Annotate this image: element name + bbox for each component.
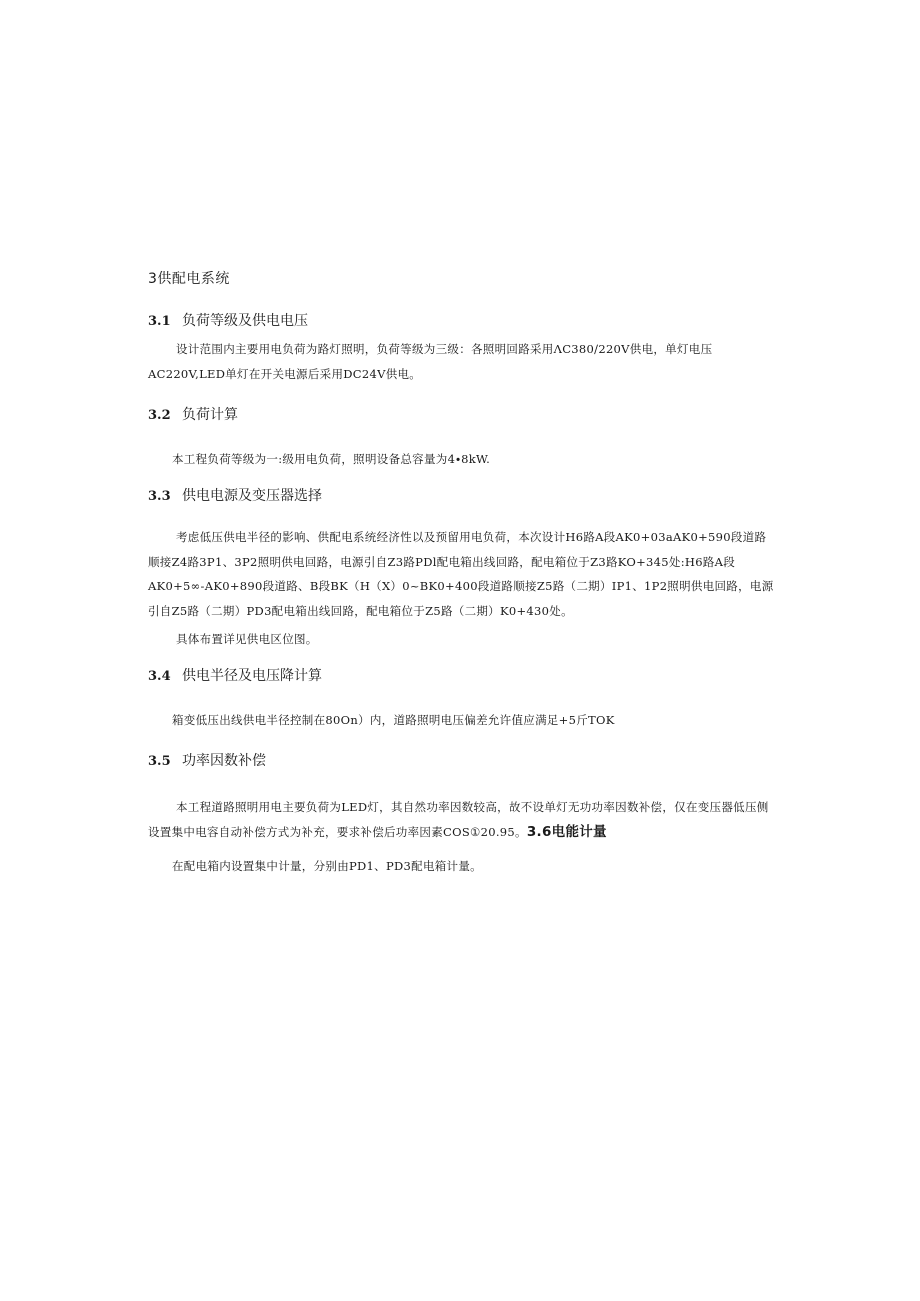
section-title: 供电电源及变压器选择: [182, 488, 322, 504]
section-3-3-paragraph-2: 具体布置详见供电区位图。: [176, 632, 318, 646]
section-number: 3.4: [148, 669, 171, 684]
section-number: 3.1: [148, 314, 171, 329]
section-3-3-paragraph: 考虑低压供电半径的影响、供配电系统经济性以及预留用电负荷，本次设计H6路A段AK0+03aAK0+590段道路顺接Z4路3P1、3P2照明供电回路，电源引自Z3路PDl配电箱出线回路，配电箱位于Z3路KO+345处:H6路A段AK0+5∞-AK0+890段道路、B段BK（H（X）0~BK0+400段道路顺接Z5路（二期）IP1、1P2照明供电回路，电源引自Z5路（二期）PD3配电箱出线回路，配电箱位于Z5路（二期）K0+430处。: [148, 530, 774, 618]
section-number: 3.3: [148, 489, 171, 504]
section-number: 3.2: [148, 408, 171, 423]
section-heading-3-5: [148, 750, 778, 770]
section-3-6-paragraph: 在配电箱内设置集中计量，分别由PD1、PD3配电箱计量。: [172, 859, 482, 873]
section-heading-3-6: 3.6电能计量: [526, 823, 607, 840]
section-title: 负荷计算: [182, 407, 238, 423]
section-3-1-paragraph: 设计范围内主要用电负荷为路灯照明，负荷等级为三级：各照明回路采用ΛC380∕220V供电，单灯电压AC220V,LED单灯在开关电源后采用DC24V供电。: [148, 342, 713, 381]
chapter-title: 3供配电系统: [148, 271, 230, 287]
section-title: 功率因数补偿: [182, 753, 266, 769]
section-3-2-paragraph: 本工程负荷等级为一:级用电负荷，照明设备总容量为4∙8kW.: [172, 452, 491, 466]
section-heading-3-3: [148, 485, 778, 505]
section-heading-3-1: [148, 310, 778, 330]
section-3-5-text: 本工程道路照明用电主要负荷为LED灯，其自然功率因数较高，故不设单灯无功功率因数补偿，仅在变压器低压侧设置集中电容自动补偿方式为补充，要求补偿后功率因素COS①20.95。: [148, 800, 769, 839]
section-3-4-paragraph: 箱变低压出线供电半径控制在80On）内，道路照明电压偏差允许值应满足+5斤TOK: [172, 713, 615, 727]
section-3-5-paragraph: [148, 795, 778, 844]
section-heading-3-4: [148, 665, 778, 685]
section-title: 供电半径及电压降计算: [182, 668, 322, 684]
section-heading-3-2: [148, 404, 778, 424]
section-number: 3.5: [148, 754, 171, 769]
section-title: 负荷等级及供电电压: [182, 313, 308, 329]
